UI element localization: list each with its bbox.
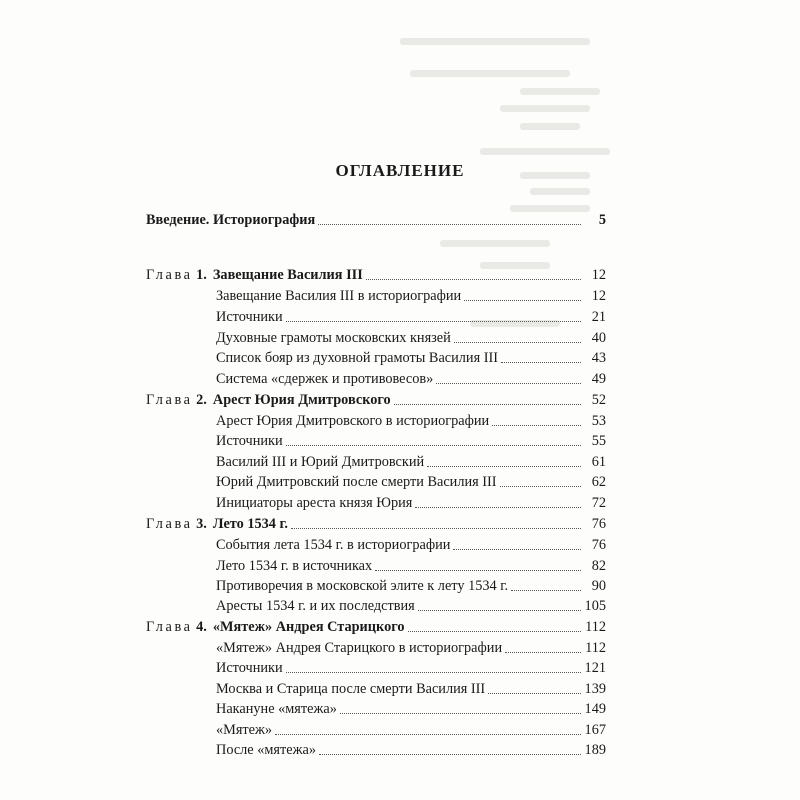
section-page: 189 xyxy=(584,742,606,758)
section-page: 62 xyxy=(591,474,606,490)
section-label: Василий III и Юрий Дмитровский xyxy=(216,454,425,470)
chapter-title: «Мятеж» Андрея Старицкого xyxy=(212,619,405,635)
dot-leader xyxy=(366,278,581,280)
section-label: Москва и Старица после смерти Василия III xyxy=(216,681,486,697)
section-label: Источники xyxy=(216,309,283,325)
chapter-prefix: Глава xyxy=(146,516,193,532)
toc-section[interactable] xyxy=(216,597,606,615)
section-page: 105 xyxy=(584,598,606,614)
section-label: «Мятеж» xyxy=(216,722,273,738)
dot-leader xyxy=(453,548,581,550)
toc-section[interactable] xyxy=(216,432,606,450)
dot-leader xyxy=(318,223,581,225)
section-label: Юрий Дмитровский после смерти Василия III xyxy=(216,474,497,490)
chapter-number: 4. xyxy=(196,619,207,635)
dot-leader xyxy=(415,506,581,508)
section-page: 53 xyxy=(591,413,606,429)
toc-entry-page: 5 xyxy=(598,212,606,228)
section-label: Система «сдержек и противовесов» xyxy=(216,371,434,387)
section-label: События лета 1534 г. в историографии xyxy=(216,537,451,553)
dot-leader xyxy=(454,341,581,343)
chapter-page: 52 xyxy=(591,392,606,408)
dot-leader xyxy=(286,444,581,446)
chapter-title: Завещание Василия III xyxy=(212,267,363,283)
toc-section[interactable] xyxy=(216,557,606,575)
chapter-number: 1. xyxy=(196,267,207,283)
dot-leader xyxy=(275,733,581,735)
toc-section[interactable] xyxy=(216,349,606,367)
chapter-page: 112 xyxy=(585,619,606,635)
section-label: Инициаторы ареста князя Юрия xyxy=(216,495,413,511)
section-page: 43 xyxy=(591,350,606,366)
section-page: 72 xyxy=(591,495,606,511)
dot-leader xyxy=(464,299,581,301)
toc-chapter-1[interactable] xyxy=(146,266,606,284)
toc-section[interactable] xyxy=(216,287,606,305)
section-page: 82 xyxy=(591,558,606,574)
section-page: 21 xyxy=(591,309,606,325)
toc-section[interactable] xyxy=(216,741,606,759)
toc-section[interactable] xyxy=(216,639,606,657)
dot-leader xyxy=(394,403,581,405)
toc-entry-introduction[interactable] xyxy=(146,211,606,229)
chapter-number: 2. xyxy=(196,392,207,408)
dot-leader xyxy=(408,630,581,632)
section-page: 49 xyxy=(591,371,606,387)
toc-section[interactable] xyxy=(216,659,606,677)
section-label: Список бояр из духовной грамоты Василия III xyxy=(216,350,499,366)
section-page: 12 xyxy=(591,288,606,304)
section-label: Накануне «мятежа» xyxy=(216,701,337,717)
section-label: Лето 1534 г. в источниках xyxy=(216,558,373,574)
dot-leader xyxy=(488,692,581,694)
chapter-prefix: Глава xyxy=(146,619,193,635)
dot-leader xyxy=(511,589,581,591)
section-page: 55 xyxy=(591,433,606,449)
dot-leader xyxy=(500,485,581,487)
dot-leader xyxy=(427,465,581,467)
dot-leader xyxy=(375,569,581,571)
dot-leader xyxy=(436,382,581,384)
toc-entry-label: Введение. Историография xyxy=(146,212,316,228)
section-page: 121 xyxy=(584,660,606,676)
section-label: Источники xyxy=(216,660,283,676)
section-page: 61 xyxy=(591,454,606,470)
toc-section[interactable] xyxy=(216,700,606,718)
toc-section[interactable] xyxy=(216,453,606,471)
toc-section[interactable] xyxy=(216,721,606,739)
section-label: Завещание Василия III в историографии xyxy=(216,288,462,304)
chapter-page: 12 xyxy=(591,267,606,283)
chapter-title: Лето 1534 г. xyxy=(212,516,288,532)
dot-leader xyxy=(340,712,581,714)
chapter-number: 3. xyxy=(196,516,207,532)
section-label: «Мятеж» Андрея Старицкого в историографии xyxy=(216,640,503,656)
chapter-prefix: Глава xyxy=(146,267,193,283)
toc-section[interactable] xyxy=(216,412,606,430)
toc-section[interactable] xyxy=(216,308,606,326)
dot-leader xyxy=(286,320,581,322)
dot-leader xyxy=(492,424,581,426)
section-page: 167 xyxy=(584,722,606,738)
dot-leader xyxy=(319,753,581,755)
dot-leader xyxy=(418,609,581,611)
page-title: ОГЛАВЛЕНИЕ xyxy=(335,161,465,180)
section-page: 139 xyxy=(584,681,606,697)
toc-section[interactable] xyxy=(216,536,606,554)
section-page: 149 xyxy=(584,701,606,717)
toc-section[interactable] xyxy=(216,680,606,698)
toc-section[interactable] xyxy=(216,329,606,347)
section-label: Духовные грамоты московских князей xyxy=(216,330,451,346)
section-label: Источники xyxy=(216,433,283,449)
section-label: После «мятежа» xyxy=(216,742,316,758)
toc-section[interactable] xyxy=(216,577,606,595)
toc-section[interactable] xyxy=(216,473,606,491)
chapter-prefix: Глава xyxy=(146,392,193,408)
dot-leader xyxy=(291,527,581,529)
dot-leader xyxy=(505,651,581,653)
section-label: Арест Юрия Дмитровского в историографии xyxy=(216,413,490,429)
section-label: Аресты 1534 г. и их последствия xyxy=(216,598,415,614)
section-label: Противоречия в московской элите к лету 1534 г. xyxy=(216,578,509,594)
dot-leader xyxy=(286,671,581,673)
chapter-page: 76 xyxy=(591,516,606,532)
section-page: 76 xyxy=(591,537,606,553)
section-page: 112 xyxy=(585,640,606,656)
chapter-title: Арест Юрия Дмитровского xyxy=(212,392,391,408)
toc-chapter-2[interactable] xyxy=(146,391,606,409)
toc-chapter-3[interactable] xyxy=(146,515,606,533)
section-page: 40 xyxy=(591,330,606,346)
dot-leader xyxy=(501,361,581,363)
toc-section[interactable] xyxy=(216,370,606,388)
toc-chapter-4[interactable] xyxy=(146,618,606,636)
toc-section[interactable] xyxy=(216,494,606,512)
section-page: 90 xyxy=(591,578,606,594)
